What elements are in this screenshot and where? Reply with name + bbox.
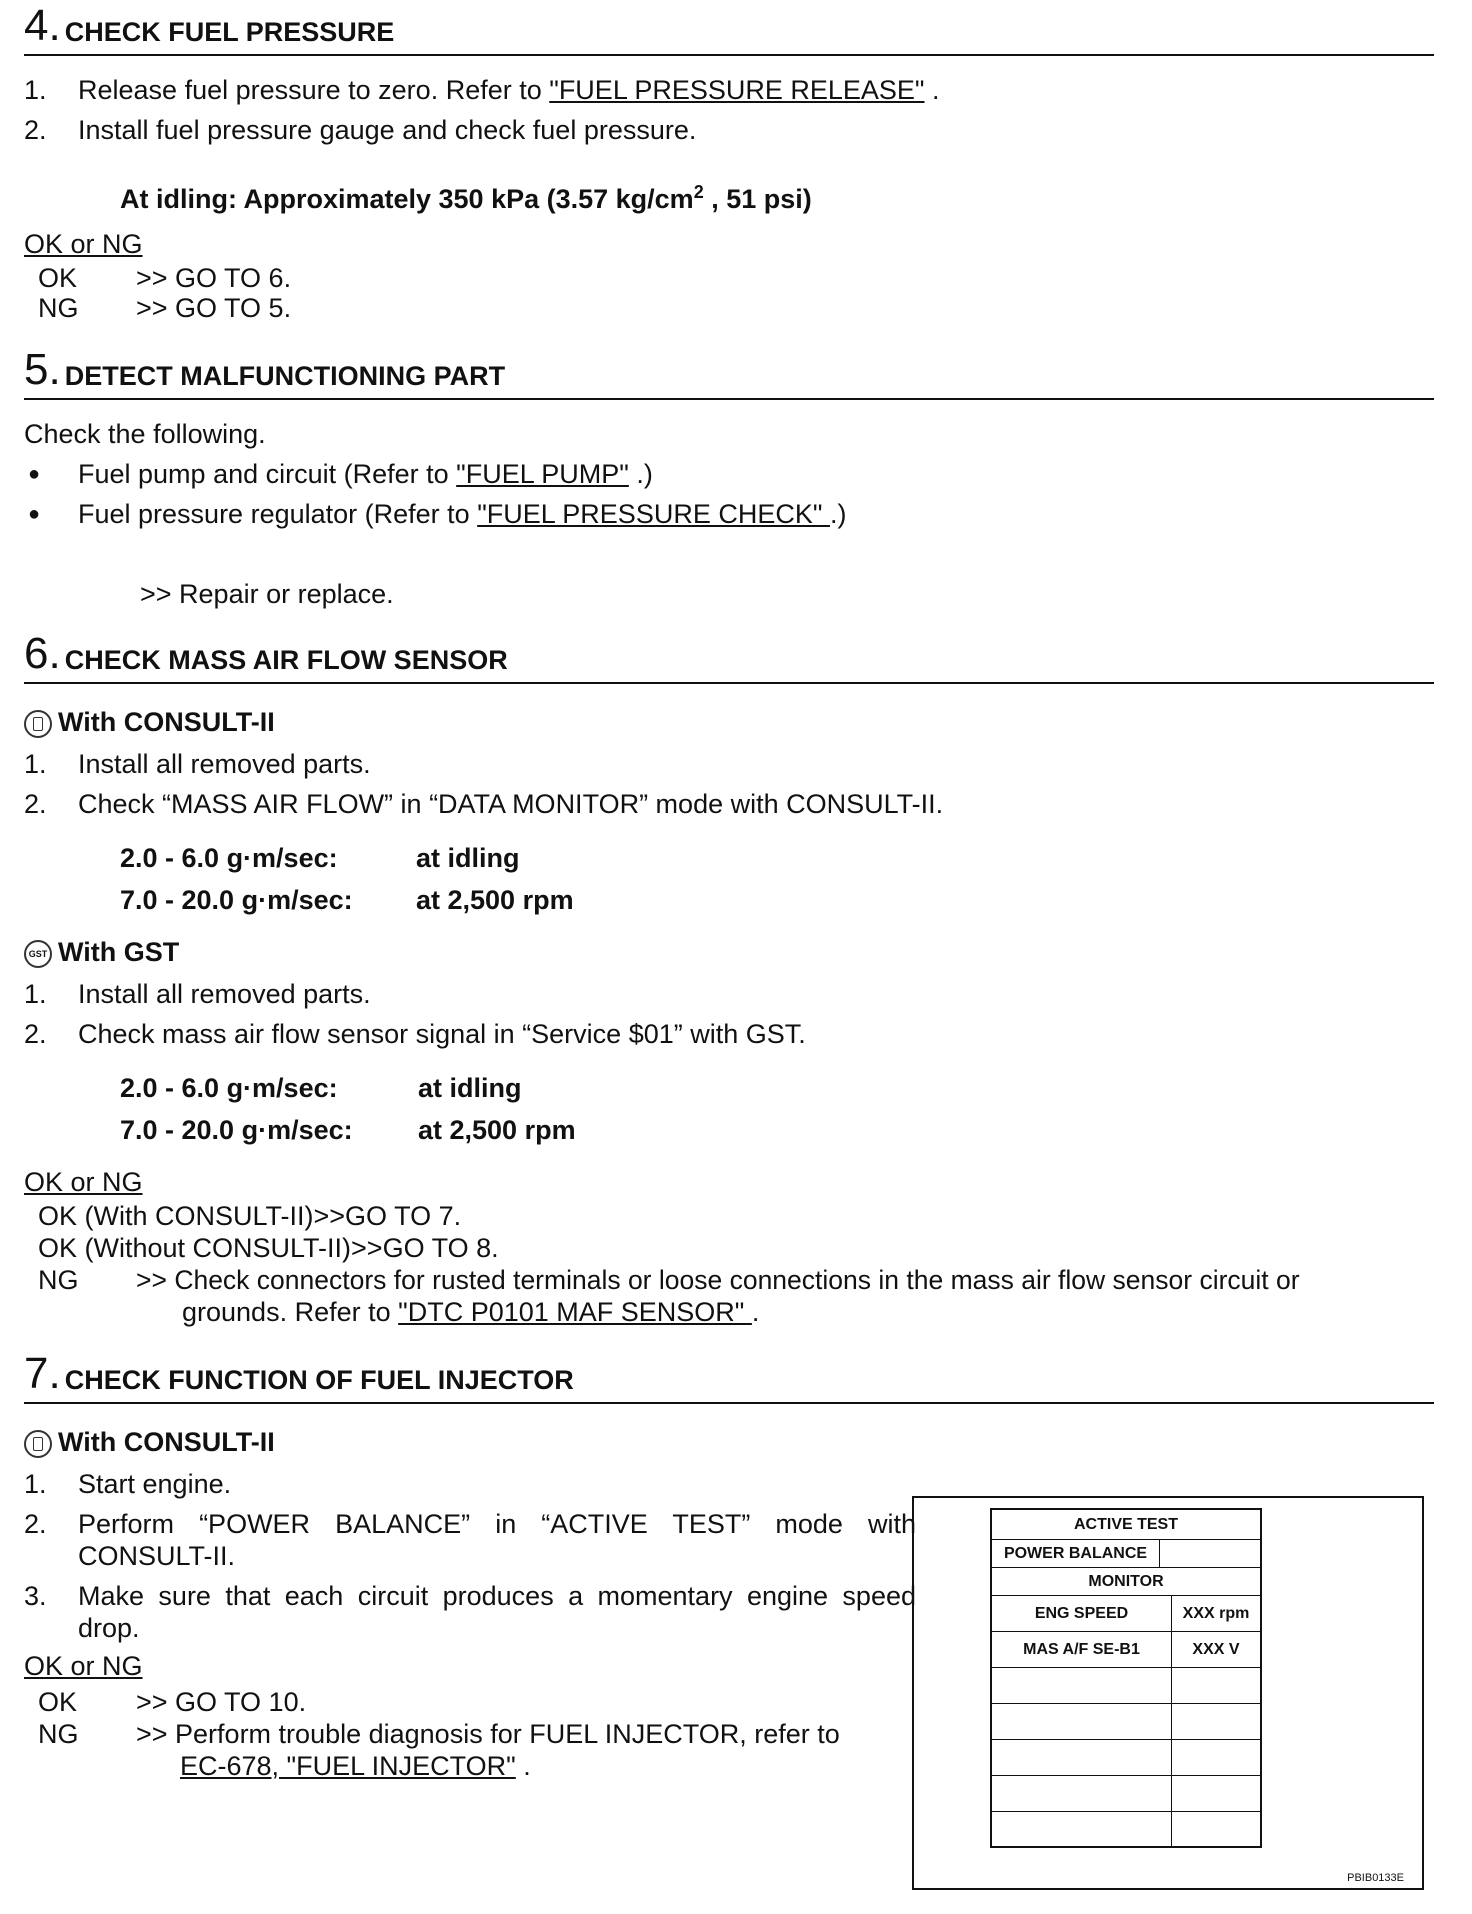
- screen-monitor-label: MONITOR: [1088, 1573, 1164, 1590]
- monitor-item: MAS A/F SE-B1: [992, 1632, 1172, 1668]
- step-4-number: 4.: [24, 1, 61, 50]
- item-number: 1.: [24, 749, 47, 779]
- spec-suffix: , 51 psi): [703, 184, 812, 214]
- screen-data-row: [992, 1632, 1260, 1668]
- step-7-item-2-text: Perform “POWER BALANCE” in “ACTIVE TEST” mode with CONSULT-II.: [78, 1509, 916, 1571]
- active-test-screen: [990, 1508, 1262, 1848]
- consult-tool-icon: [24, 710, 52, 738]
- bullet-text: Fuel pump and circuit (Refer to: [78, 459, 457, 489]
- step-6-title: CHECK MASS AIR FLOW SENSOR: [64, 645, 508, 675]
- item-text: Install fuel pressure gauge and check fuel pressure.: [78, 115, 697, 145]
- spec-prefix: At idling: Approximately 350 kPa (3.57 kg/cm: [120, 184, 694, 214]
- link-fuel-pressure-check[interactable]: "FUEL PRESSURE CHECK": [477, 499, 830, 529]
- item-number: 2.: [24, 1019, 47, 1049]
- screen-header: ACTIVE TEST: [1073, 1516, 1178, 1533]
- step-6-result-ok-consult: OK (With CONSULT-II)>>GO TO 7.: [38, 1201, 462, 1231]
- step-7-title: CHECK FUNCTION OF FUEL INJECTOR: [64, 1365, 574, 1395]
- screen-data-row: [992, 1596, 1260, 1632]
- spec-superscript: 2: [693, 182, 704, 202]
- step-5-number: 5.: [24, 345, 61, 394]
- item-text: Release fuel pressure to zero. Refer to: [78, 75, 550, 105]
- result-text: >> Check connectors for rusted terminals or loose connections in the mass air flow sensor circuit or: [136, 1265, 1300, 1295]
- item-suffix: .: [924, 75, 940, 105]
- step-6-consult-head: [24, 706, 275, 738]
- step-6-header: [24, 628, 1434, 684]
- monitor-value: XXX V: [1192, 1641, 1240, 1658]
- bullet-icon: ●: [28, 463, 41, 485]
- step-6-number: 6.: [24, 629, 61, 678]
- step-5-intro: Check the following.: [24, 419, 266, 449]
- step-6-consult-spec-2-cond: at 2,500 rpm: [416, 885, 574, 915]
- step-7-number: 7.: [24, 1349, 61, 1398]
- result-text: >> GO TO 10.: [136, 1687, 307, 1717]
- step-6-result-ok-no-consult: OK (Without CONSULT-II)>>GO TO 8.: [38, 1233, 499, 1263]
- step-6-gst-spec-2: 7.0 - 20.0 g·m/sec:: [120, 1115, 353, 1145]
- link-dtc-p0101-maf-sensor[interactable]: "DTC P0101 MAF SENSOR": [398, 1297, 752, 1327]
- step-4-title: CHECK FUEL PRESSURE: [64, 17, 395, 47]
- item-number: 1.: [24, 75, 47, 105]
- gst-head-text: With GST: [58, 937, 180, 967]
- result-label: NG: [38, 1719, 79, 1749]
- step-6-consult-spec-1-cond: at idling: [416, 843, 520, 873]
- result-label: NG: [38, 1265, 79, 1295]
- step-6-result-ng-line-2: [182, 1296, 759, 1328]
- service-manual-page: [24, 0, 1434, 1914]
- item-number: 1.: [24, 979, 47, 1009]
- step-4-ok-or-ng: OK or NG: [24, 229, 143, 259]
- screen-empty-row: [992, 1776, 1260, 1812]
- item-text: Check mass air flow sensor signal in “Service $01” with GST.: [78, 1019, 806, 1049]
- result-suffix: .: [751, 1297, 760, 1327]
- step-6-gst-spec-2-cond: at 2,500 rpm: [418, 1115, 576, 1145]
- bullet-text: Fuel pressure regulator (Refer to: [78, 499, 478, 529]
- monitor-item: ENG SPEED: [992, 1596, 1172, 1632]
- screen-test-name: POWER BALANCE: [992, 1540, 1160, 1567]
- item-number: 2.: [24, 789, 47, 819]
- consult-head-text: With CONSULT-II: [58, 1427, 275, 1457]
- item-number: 1.: [24, 1469, 47, 1499]
- screen-empty-row: [992, 1668, 1260, 1704]
- step-5-action: >> Repair or replace.: [140, 579, 394, 609]
- result-label: OK: [38, 263, 78, 293]
- link-fuel-pump[interactable]: "FUEL PUMP": [456, 459, 629, 489]
- result-label: NG: [38, 293, 79, 323]
- item-number: 2.: [24, 1509, 47, 1539]
- screen-empty-row: [992, 1740, 1260, 1776]
- result-label: OK: [38, 1687, 78, 1717]
- screen-empty-row: [992, 1704, 1260, 1740]
- step-7-result-ng-line-2: [180, 1750, 531, 1782]
- step-6-consult-spec-1: 2.0 - 6.0 g·m/sec:: [120, 843, 338, 873]
- step-4-spec: [120, 176, 812, 215]
- consult-head-text: With CONSULT-II: [58, 707, 275, 737]
- item-number: 3.: [24, 1581, 47, 1611]
- consult-tool-icon: [24, 1430, 52, 1458]
- link-fuel-pressure-release[interactable]: "FUEL PRESSURE RELEASE": [549, 75, 925, 105]
- item-text: Start engine.: [78, 1469, 232, 1499]
- step-7-consult-head: [24, 1426, 275, 1458]
- bullet-suffix: .): [829, 499, 847, 529]
- step-7-item-3-text: Make sure that each circuit produces a momentary engine speed drop.: [78, 1581, 916, 1643]
- result-text: >> Perform trouble diagnosis for FUEL INJECTOR, refer to: [136, 1719, 840, 1749]
- step-6-gst-spec-1-cond: at idling: [418, 1073, 522, 1103]
- screen-empty-row: [992, 1812, 1260, 1846]
- bullet-suffix: .): [628, 459, 653, 489]
- link-ec-678-fuel-injector[interactable]: EC-678, "FUEL INJECTOR": [180, 1751, 516, 1781]
- item-text: Check “MASS AIR FLOW” in “DATA MONITOR” mode with CONSULT-II.: [78, 789, 944, 819]
- item-text: Install all removed parts.: [78, 979, 371, 1009]
- step-6-gst-head: [24, 936, 179, 968]
- step-4-header: [24, 0, 1434, 56]
- screen-monitor-row: [992, 1568, 1260, 1596]
- item-number: 2.: [24, 115, 47, 145]
- result-text-cont: grounds. Refer to: [182, 1297, 399, 1327]
- step-7-ok-or-ng: OK or NG: [24, 1651, 143, 1681]
- screen-header-row: [992, 1510, 1260, 1540]
- bullet-icon: ●: [28, 503, 41, 525]
- result-suffix: .: [515, 1751, 531, 1781]
- step-6-consult-spec-2: 7.0 - 20.0 g·m/sec:: [120, 885, 353, 915]
- result-text: >> GO TO 6.: [136, 263, 292, 293]
- figure-code: PBIB0133E: [1347, 1872, 1404, 1884]
- screen-test-row: [992, 1540, 1260, 1568]
- step-6-ok-or-ng: OK or NG: [24, 1167, 143, 1197]
- step-6-gst-spec-1: 2.0 - 6.0 g·m/sec:: [120, 1073, 338, 1103]
- step-5-title: DETECT MALFUNCTIONING PART: [64, 361, 506, 391]
- active-test-figure: [912, 1496, 1424, 1890]
- step-5-header: [24, 344, 1434, 400]
- gst-tool-icon: GST: [24, 940, 52, 968]
- monitor-value: XXX rpm: [1182, 1605, 1250, 1622]
- step-7-header: [24, 1348, 1434, 1404]
- result-text: >> GO TO 5.: [136, 293, 292, 323]
- item-text: Install all removed parts.: [78, 749, 371, 779]
